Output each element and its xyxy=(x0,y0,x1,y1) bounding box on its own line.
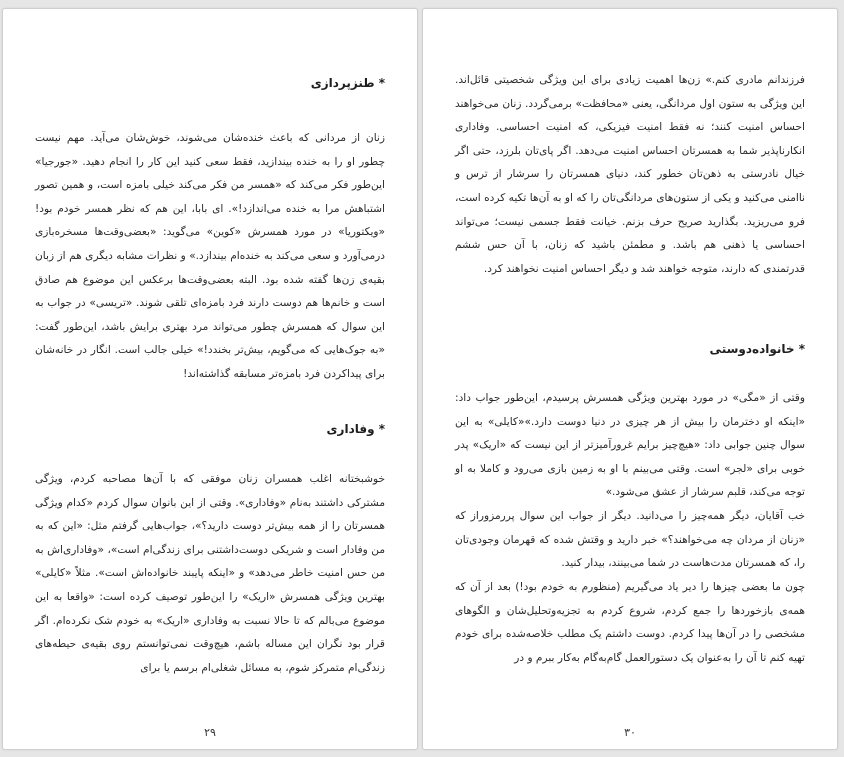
left-page xyxy=(2,8,418,750)
right-page xyxy=(422,8,838,750)
paragraph-summary: چون ما بعضی چیزها را دیر یاد می‌گیریم (منظورم به خودم بود!) بعد از آن که همه‌ی بازخوردها را جمع کردم، شروع کردم به تجزیه‌وتحلیل‌شان و الگوهای مشخصی را در آن‌ها پیدا کردم. دوست داشتم یک مطلب خلاصه‌شده برای خودم تهیه کنم تا آن را به‌عنوان یک دستورالعمل گام‌به‌گام به‌کار ببرم و در xyxy=(455,581,805,664)
page-number: ۳۰ xyxy=(624,726,636,739)
paragraph-family: وقتی از «مگی» در مورد بهترین ویژگی همسرش پرسیدم، این‌طور جواب داد: «اینکه او دخترمان را بیش از هر چیزی در دنیا دوست دارد.»«کایلی» به این سوال چنین جوابی داد: «هیچ‌چیز برایم غرورآمیزتر از این نیست که «اریک» پدر خوبی برای «لجر» است. وقتی می‌بینم با او به زمین بازی می‌رود و کاملا به او توجه می‌کند، قلبم سرشار از عشق می‌شود.» xyxy=(455,392,805,499)
paragraph-loyalty-continued: فرزندانم مادری کنم.» زن‌ها اهمیت زیادی برای این ویژگی شخصیتی قائل‌اند. این ویژگی به ستون اول مردانگی، یعنی «محافظت» برمی‌گردد. زنان می‌خواهند احساس امنیت کنند؛ نه فقط امنیت فیزیکی، که امنیت احساسی. وفاداری انکارناپذیر شما به همسرتان احساس امنیت می‌دهد. اگر پای‌تان بلرزد، حتی اگر خیال نادرستی به ذهن‌تان خطور کند، دنیای همسرتان را سرشار از ترس و ناامنی می‌کنید و یکی از ستون‌های مردانگی‌تان را که او به آن‌ها تکیه کرده است، فرو می‌ریزید. بگذارید صریح حرف بزنم. خیانت فقط جسمی نیست؛ می‌تواند احساسی یا ذهنی هم باشد. و مطمئن باشید که زنان، با آن حس ششم قدرتمندی که دارند، متوجه خواهند شد و دیگر احساس امنیت نخواهند کرد. xyxy=(455,74,805,275)
page-number: ۲۹ xyxy=(204,726,216,739)
heading-humor: * طنزپردازی xyxy=(310,76,385,90)
paragraph-loyalty: خوشبختانه اغلب همسران زنان موفقی که با آن‌ها مصاحبه کردم، ویژگی مشترکی داشتند به‌نام «وفاداری». وقتی از این بانوان سوال کردم «کدام ویژگی همسرتان را از همه بیش‌تر دوست دارید؟»، جواب‌هایی گرفتم مثل: «این که به من وفادار است و شریکی دوست‌داشتنی برای زندگی‌ام است»، «وفاداری‌اش به من حس امنیت خاطر می‌دهد» و «اینکه پایبند خانواده‌اش است». مثلاً «کایلی» بهترین ویژگی همسرش «اریک» را این‌طور توصیف کرده است: «واقعا به این موضوع می‌بالم که تا حالا نسبت به وفاداری «اریک» به خودم شک نکرده‌ام. اگر قرار بود نگران این مساله باشم، هیچ‌وقت نمی‌توانستم روی بقیه‌ی حیطه‌های زندگی‌ام متمرکز شوم، به مسائل شغلی‌ام برسم یا برای xyxy=(35,473,385,674)
heading-loyalty: * وفاداری xyxy=(326,422,385,436)
paragraph-humor: زنان از مردانی که باعث خنده‌شان می‌شوند، خوش‌شان می‌آید. مهم نیست چطور او را به خنده بیندازید، فقط سعی کنید این کار را انجام دهید. «جورجیا» این‌طور فکر می‌کند که «همسر من فکر می‌کند خیلی بامزه است، و همین تصور اشتباهش مرا به خنده می‌اندازد!». ای بابا، این هم که نظر همسر خودم بود! «ویکتوریا» در مورد همسرش «کوین» می‌گوید: «بعضی‌وقت‌ها مسخره‌بازی درمی‌آورد و سعی می‌کند به خنده‌ام بیندازد.» و نظرات مشابه دیگری هم از زبان بقیه‌ی زن‌ها گفته شده بود. البته بعضی‌وقت‌ها برعکس این موضوع هم صادق است و خانم‌ها هم دوست دارند فرد بامزه‌ای تلقی شوند. «تریسی» در جواب به این سوال که همسرش چطور می‌تواند مرد بهتری برایش باشد، این‌طور گفت: «به جوک‌هایی که می‌گویم، بیش‌تر بخندد!» خیلی جالب است. انگار در خانه‌شان برای پیداکردن فرد بامزه‌تر مسابقه گذاشته‌اند! xyxy=(35,132,385,380)
paragraph-conclusion: خب آقایان، دیگر همه‌چیز را می‌دانید. دیگر از جواب این سوال پررمزوراز که «زنان از مردان چه می‌خواهند؟» خبر دارید و وقتش شده که قهرمان وجودی‌تان را، که همسرتان مدت‌هاست در شما می‌بینند، بیدار کنید. xyxy=(455,510,805,570)
heading-family: * خانواده‌دوستی xyxy=(709,342,805,356)
